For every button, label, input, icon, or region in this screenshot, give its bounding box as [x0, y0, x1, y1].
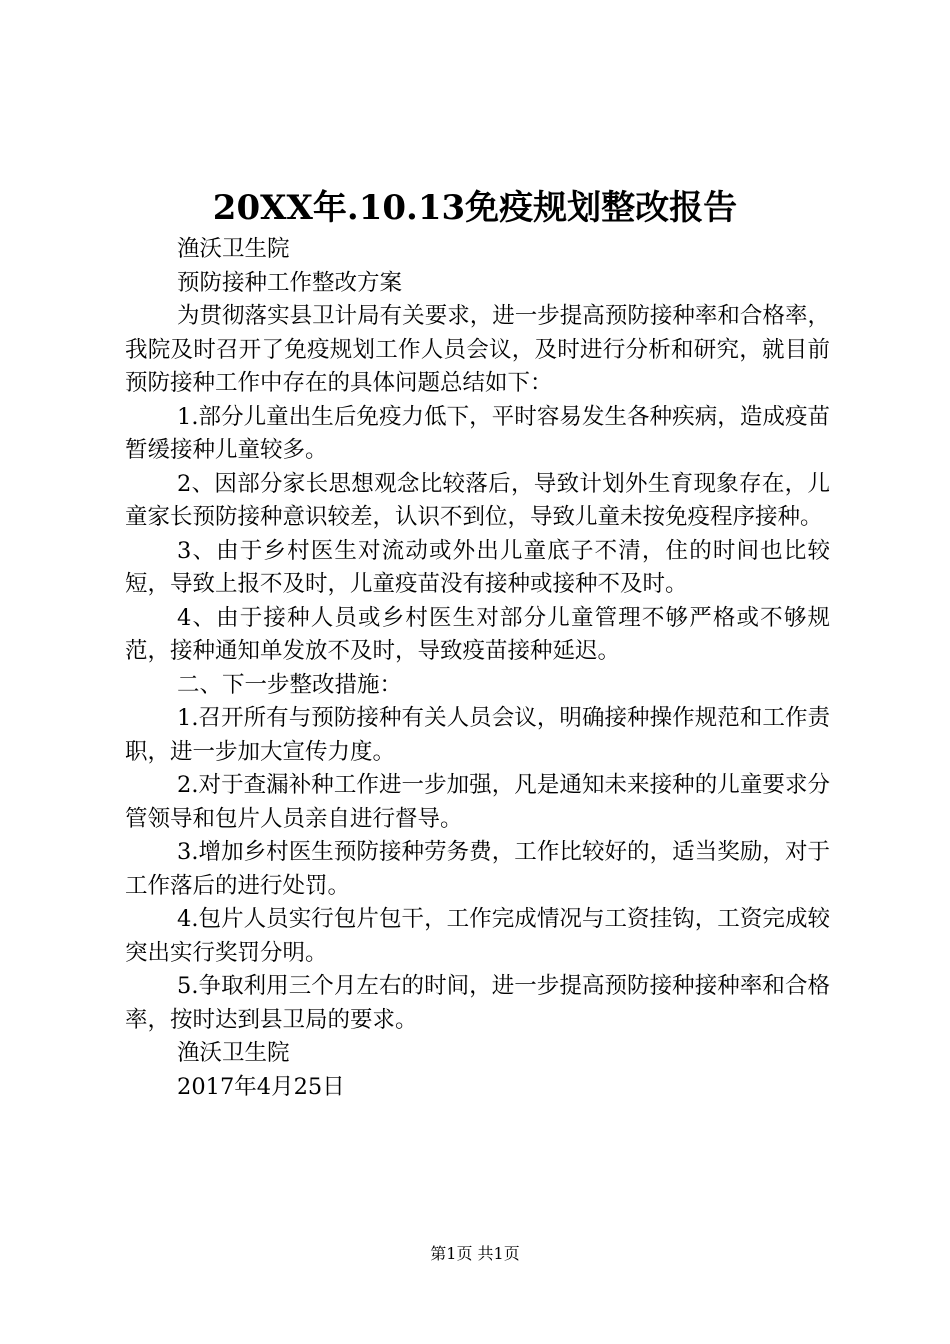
- paragraph-date: 2017年4月25日: [177, 1073, 345, 1100]
- document-title: 20XX年.10.13免疫规划整改报告: [212, 188, 738, 228]
- paragraph-signature: 渔沃卫生院: [177, 1040, 290, 1066]
- paragraph-issue-3: 3、由于乡村医生对流动或外出儿童底子不清，住的时间也比较短，导致上报不及时，儿童疫苗没有接种或接种不及时。: [125, 537, 830, 597]
- paragraph-issue-2: 2、因部分家长思想观念比较落后，导致计划外生育现象存在，儿童家长预防接种意识较差，认识不到位，导致儿童未按免疫程序接种。: [125, 470, 830, 530]
- paragraph-measure-2: 2.对于查漏补种工作进一步加强，凡是通知未来接种的儿童要求分管领导和包片人员亲自进行督导。: [125, 772, 830, 832]
- paragraph-measure-5: 5.争取利用三个月左右的时间，进一步提高预防接种接种率和合格率，按时达到县卫局的要求。: [125, 973, 830, 1033]
- paragraph-organization: 渔沃卫生院: [177, 236, 290, 262]
- paragraph-issue-1: 1.部分儿童出生后免疫力低下，平时容易发生各种疾病，造成疫苗暂缓接种儿童较多。: [125, 403, 830, 463]
- paragraph-issue-4: 4、由于接种人员或乡村医生对部分儿童管理不够严格或不够规范，接种通知单发放不及时，导致疫苗接种延迟。: [125, 604, 830, 664]
- page-footer: 第1页 共1页: [430, 1244, 520, 1263]
- paragraph-measure-1: 1.召开所有与预防接种有关人员会议，明确接种操作规范和工作责职，进一步加大宣传力度。: [125, 705, 830, 765]
- paragraph-measure-3: 3.增加乡村医生预防接种劳务费，工作比较好的，适当奖励，对于工作落后的进行处罚。: [125, 839, 830, 899]
- document-body: [125, 233, 830, 1104]
- paragraph-subtitle: 预防接种工作整改方案: [177, 269, 403, 296]
- paragraph-measure-4: 4.包片人员实行包片包干，工作完成情况与工资挂钩，工资完成较突出实行奖罚分明。: [125, 906, 830, 966]
- paragraph-intro: 为贯彻落实县卫计局有关要求，进一步提高预防接种率和合格率，我院及时召开了免疫规划工作人员会议，及时进行分析和研究，就目前预防接种工作中存在的具体问题总结如下：: [125, 303, 830, 396]
- paragraph-section-heading: 二、下一步整改措施：: [177, 671, 403, 698]
